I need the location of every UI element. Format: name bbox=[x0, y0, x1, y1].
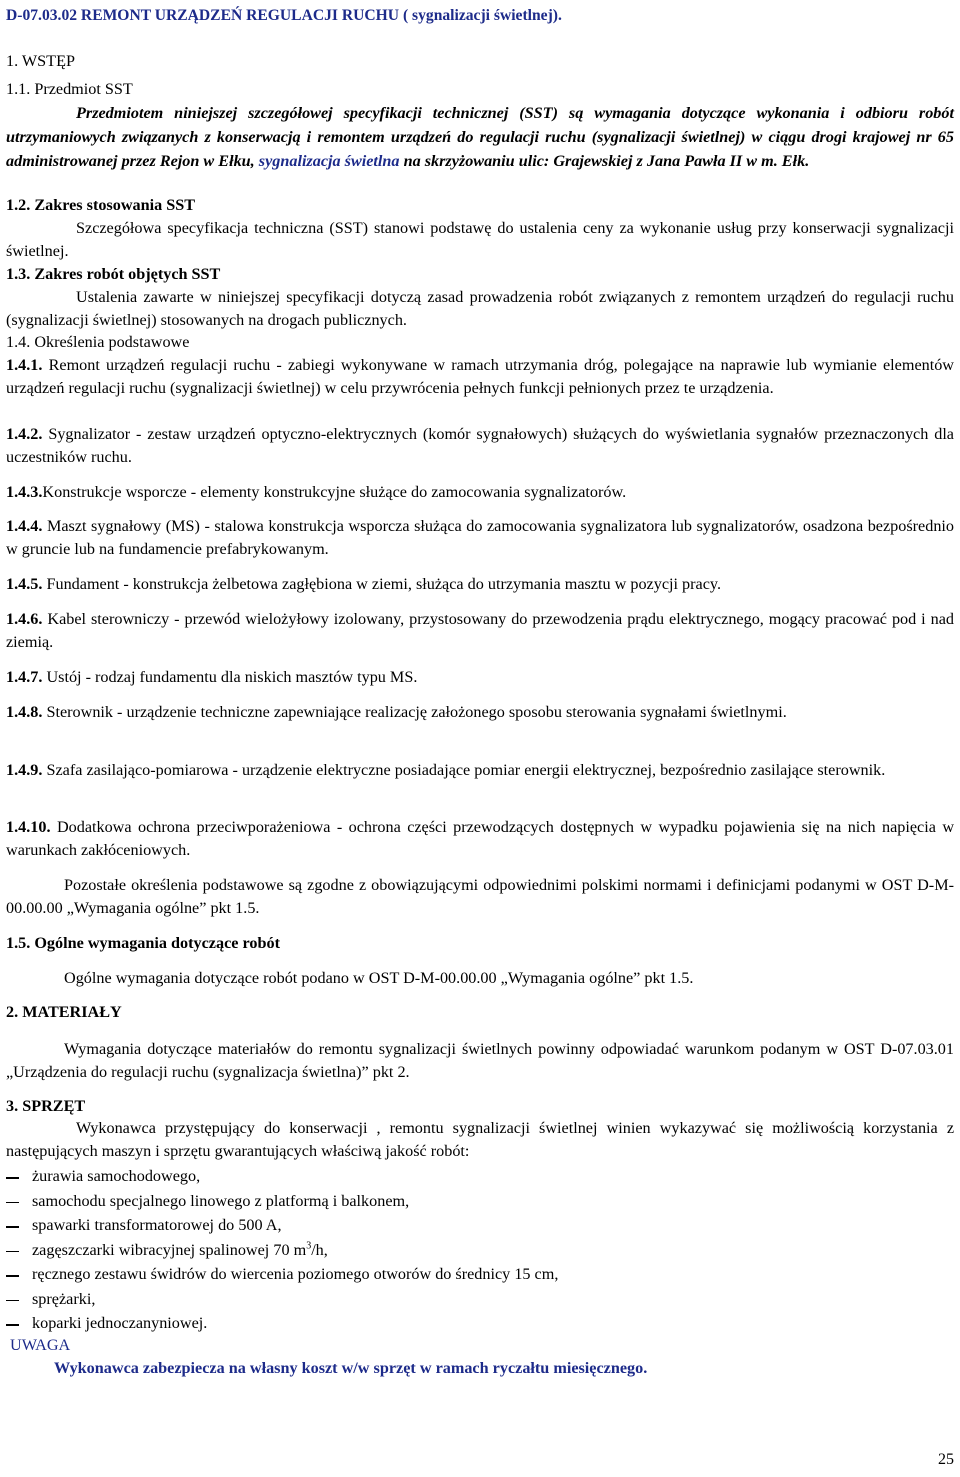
definition-number: 1.4.4. bbox=[6, 517, 43, 535]
subsection-1-5-heading: 1.5. Ogólne wymagania dotyczące robót bbox=[6, 934, 280, 952]
list-item: spawarki transformatorowej do 500 A, bbox=[6, 1214, 954, 1239]
subsection-title: Zakres robót objętych SST bbox=[34, 265, 221, 283]
definition-text: Konstrukcje wsporcze - elementy konstrukcyjne służące do zamocowania sygnalizatorów. bbox=[42, 483, 627, 501]
superscript: 3 bbox=[306, 1240, 312, 1252]
list-item: żurawia samochodowego, bbox=[6, 1165, 954, 1190]
subsection-title: Zakres stosowania SST bbox=[34, 196, 196, 214]
list-item: samochodu specjalnego linowego z platformą i balkonem, bbox=[6, 1190, 954, 1215]
subsection-title: Przedmiot SST bbox=[34, 80, 133, 98]
document-title: D-07.03.02 REMONT URZĄDZEŃ REGULACJI RUCHU ( sygnalizacji świetlnej). bbox=[6, 7, 562, 24]
definition-text: Maszt sygnałowy (MS) - stalowa konstrukcja wsporcza służąca do zamocowania sygnalizatora lub sygnalizatorów, osadzona bezpośrednio w gruncie lub na fundamencie prefabrykowanym. bbox=[6, 517, 955, 558]
definition-number: 1.4.1. bbox=[6, 356, 43, 374]
definition-text: Dodatkowa ochrona przeciwporażeniowa - ochrona części przewodzących dostępnych w wypadku pojawienia się na nich napięcia w warunkach zakłóceniowych. bbox=[6, 818, 955, 859]
section-3-heading: 3. SPRZĘT bbox=[6, 1097, 86, 1115]
list-item bbox=[6, 1239, 954, 1264]
section-3-text: Wykonawca przystępujący do konserwacji , remontu sygnalizacji świetlnej winien wykazywać się możliwością korzystania z następujących maszyn i sprzętu gwarantujących właściwą jakość robót: bbox=[6, 1119, 954, 1160]
definition-1-4-7 bbox=[6, 666, 954, 689]
text-segment: Przedmiotem niniejszej szczegółowej specyfikacji technicznej (SST) są wymagania dotyczące wykonania i odbioru robót utrzymaniowych związanych z konserwacją i remontem urządzeń do regulacji ruchu (sygnalizacji świetlnej) w ciągu drogi krajowej nr 65 administrowanej przez Rejon w Ełku, bbox=[6, 104, 954, 170]
definition-number: 1.4.2. bbox=[6, 425, 43, 443]
section-2-text: Wymagania dotyczące materiałów do remontu sygnalizacji świetlnych powinny odpowiadać warunkom podanym w OST D-07.03.01 „Urządzenia do regulacji ruchu (sygnalizacja świetlna)” pkt 2. bbox=[6, 1040, 954, 1081]
definition-text: Remont urządzeń regulacji ruchu - zabiegi wykonywane w ramach utrzymania dróg, polegające na naprawie lub wymianie elementów urządzeń regulacji ruchu (sygnalizacji świetlnej) w celu przywrócenia pełnych funkcji pełnionych przez te urządzenia. bbox=[6, 356, 955, 397]
subsection-1-2 bbox=[6, 194, 954, 263]
other-definitions-text: Pozostałe określenia podstawowe są zgodne z obowiązującymi odpowiednimi polskimi normami i definicjami podanymi w OST D-M-00.00.00 „Wymagania ogólne” pkt 1.5. bbox=[6, 876, 954, 917]
definition-1-4-8 bbox=[6, 701, 954, 724]
definition-text: Sygnalizator - zestaw urządzeń optyczno-elektrycznych (komór sygnałowych) służących do wyświetlania sygnałów przeznaczonych dla uczestników ruchu. bbox=[6, 425, 954, 466]
subsection-1-5 bbox=[6, 967, 954, 990]
definition-text: Sterownik - urządzenie techniczne zapewniające realizację założonego sposobu sterowania sygnałami świetlnymi. bbox=[46, 703, 787, 721]
subsection-number: 1.2. bbox=[6, 196, 31, 214]
text-segment-highlight: sygnalizacja świetlna bbox=[258, 152, 400, 170]
list-item-text: zagęszczarki wibracyjnej spalinowej 70 m bbox=[32, 1240, 307, 1259]
definition-1-4-9 bbox=[6, 759, 954, 782]
list-item: koparki jednoczanyniowej. bbox=[6, 1312, 954, 1337]
section-2-heading: 2. MATERIAŁY bbox=[6, 1003, 122, 1021]
text-segment: na skrzyżowaniu ulic: Grajewskiej z Jana Pawła II w m. Ełk. bbox=[403, 152, 810, 170]
definition-1-4-5 bbox=[6, 573, 954, 596]
definition-text: Ustój - rodzaj fundamentu dla niskich masztów typu MS. bbox=[46, 668, 418, 686]
section-1-heading bbox=[6, 50, 954, 73]
section-2 bbox=[6, 1038, 954, 1084]
subsection-1-4-heading: 1.4. Określenia podstawowe bbox=[6, 333, 190, 351]
definition-text: Kabel sterowniczy - przewód wielożyłowy izolowany, przystosowany do przewodzenia prądu elektrycznego, mogący pracować pod i nad ziemią. bbox=[6, 610, 955, 651]
subsection-1-1 bbox=[6, 78, 954, 173]
note-text: Wykonawca zabezpiecza na własny koszt w/w sprzęt w ramach ryczałtu miesięcznego. bbox=[54, 1359, 648, 1377]
definition-1-4-1 bbox=[6, 354, 954, 400]
definition-text: Szafa zasilająco-pomiarowa - urządzenie elektryczne posiadające pomiar energii elektrycznej, bezpośrednio zasilające sterownik. bbox=[46, 761, 886, 779]
subsection-1-3 bbox=[6, 263, 954, 332]
subsection-1-1-text bbox=[6, 101, 954, 173]
definition-number: 1.4.8. bbox=[6, 703, 43, 721]
section-heading: 1. WSTĘP bbox=[6, 52, 75, 70]
definition-1-4-6 bbox=[6, 608, 954, 654]
subsection-number: 1.3. bbox=[6, 265, 31, 283]
list-item: sprężarki, bbox=[6, 1288, 954, 1313]
definition-number: 1.4.6. bbox=[6, 610, 43, 628]
subsection-1-2-text: Szczegółowa specyfikacja techniczna (SST) stanowi podstawę do ustalenia ceny za wykonanie usług przy konserwacji sygnalizacji świetlnej. bbox=[6, 219, 954, 260]
definition-number: 1.4.10. bbox=[6, 818, 51, 836]
subsection-1-5-text: Ogólne wymagania dotyczące robót podano w OST D-M-00.00.00 „Wymagania ogólne” pkt 1.5. bbox=[64, 969, 694, 987]
definition-number: 1.4.7. bbox=[6, 668, 43, 686]
definition-1-4-3 bbox=[6, 481, 954, 504]
subsection-1-3-text: Ustalenia zawarte w niniejszej specyfikacji dotyczą zasad prowadzenia robót związanych z remontem urządzeń do regulacji ruchu (sygnalizacji świetlnej) stosowanych na drogach publicznych. bbox=[6, 288, 954, 329]
section-3 bbox=[6, 1117, 954, 1163]
note-label: UWAGA bbox=[10, 1336, 71, 1354]
definition-number: 1.4.5. bbox=[6, 575, 43, 593]
definition-1-4-2 bbox=[6, 423, 954, 469]
definition-text: Fundament - konstrukcja żelbetowa zagłębiona w ziemi, służąca do utrzymania masztu w pozycji pracy. bbox=[46, 575, 721, 593]
equipment-list bbox=[6, 1165, 954, 1337]
definition-number: 1.4.3. bbox=[6, 483, 43, 501]
list-item: ręcznego zestawu świdrów do wiercenia poziomego otworów do średnicy 15 cm, bbox=[6, 1263, 954, 1288]
page-number: 25 bbox=[938, 1451, 954, 1468]
list-item-text-tail: /h, bbox=[311, 1240, 328, 1259]
definition-1-4-4 bbox=[6, 515, 954, 561]
definition-number: 1.4.9. bbox=[6, 761, 43, 779]
other-definitions bbox=[6, 874, 954, 920]
definition-1-4-10 bbox=[6, 816, 954, 862]
subsection-number: 1.1. bbox=[6, 80, 31, 98]
